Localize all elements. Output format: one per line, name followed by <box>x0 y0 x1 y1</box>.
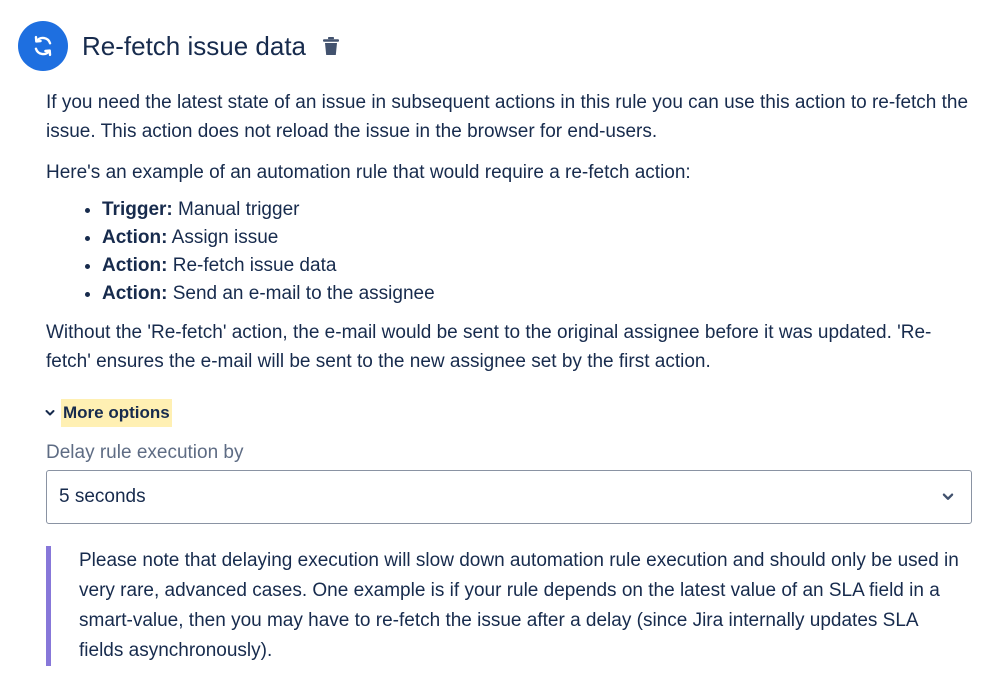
delay-warning-note <box>46 546 966 666</box>
chevron-down-icon <box>939 488 957 506</box>
outro-text: Without the 'Re-fetch' action, the e-mail would be sent to the original assignee before it was updated. 'Re-fetch' ensures the e-mail will be sent to the new assignee set by the first action. <box>46 322 932 372</box>
example-steps-list <box>46 196 976 308</box>
delay-field-label: Delay rule execution by <box>46 442 244 463</box>
list-item <box>102 252 976 280</box>
more-options-label: More options <box>61 399 172 427</box>
step-text: Re-fetch issue data <box>167 255 337 276</box>
list-item <box>102 224 976 252</box>
note-text: Please note that delaying execution will slow down automation rule execution and should only be used in very rare, advanced cases. One example is if your rule depends on the latest value of an SLA field in a smart-value, then you may have to re-fetch the issue after a delay (since Jira internally updates SLA fields asynchronously). <box>79 550 959 661</box>
example-intro-text: Here's an example of an automation rule that would require a re-fetch action: <box>46 162 691 183</box>
action-description <box>46 88 976 376</box>
intro-text: If you need the latest state of an issue in subsequent actions in this rule you can use this action to re-fetch the issue. This action does not reload the issue in the browser for end-users. <box>46 92 969 142</box>
trash-icon <box>322 36 340 56</box>
list-item <box>102 280 976 308</box>
list-item <box>102 196 976 224</box>
delay-select-value: 5 seconds <box>59 486 146 507</box>
action-header <box>18 19 342 73</box>
step-label: Trigger: <box>102 199 173 220</box>
step-text: Assign issue <box>167 227 279 248</box>
step-label: Action: <box>102 283 168 304</box>
page-title: Re-fetch issue data <box>82 30 307 61</box>
delete-button[interactable] <box>320 33 342 59</box>
step-text: Send an e-mail to the assignee <box>167 283 435 304</box>
step-label: Action: <box>102 227 168 248</box>
chevron-down-icon <box>42 405 58 421</box>
refresh-icon <box>18 21 68 71</box>
step-label: Action: <box>102 255 168 276</box>
more-options-toggle[interactable] <box>42 398 172 428</box>
delay-select[interactable] <box>46 470 972 524</box>
step-text: Manual trigger <box>172 199 300 220</box>
